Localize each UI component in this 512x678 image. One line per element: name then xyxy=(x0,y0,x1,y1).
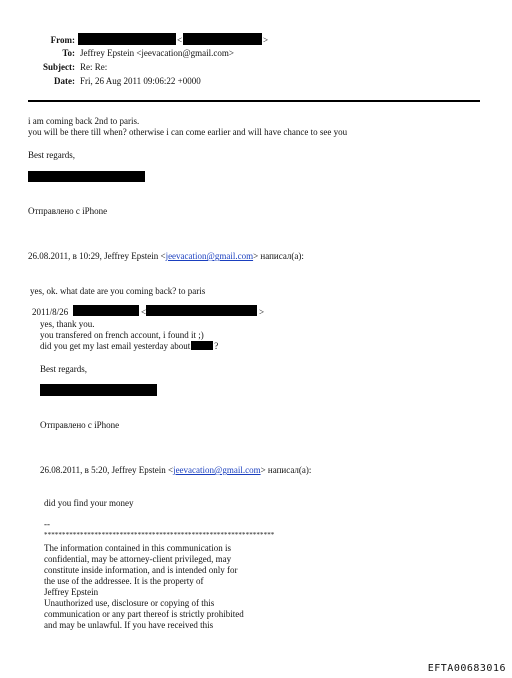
quote2-line3-prefix: did you get my last email yesterday about xyxy=(40,341,191,351)
quote1-email-link[interactable]: jeevacation@gmail.com xyxy=(165,251,254,261)
disclaimer-line: communication or any part thereof is strictly prohibited xyxy=(44,609,244,619)
redacted-quote2-name xyxy=(73,305,139,316)
to-label: To: xyxy=(62,48,75,58)
redacted-signature-1 xyxy=(28,171,145,182)
disclaimer-line: and may be unlawful. If you have received this xyxy=(44,620,214,630)
quote1-attrib-suffix: > написал(а): xyxy=(253,251,304,261)
from-label: From: xyxy=(50,35,75,45)
disclaimer-line: constitute inside information, and is intended only for xyxy=(44,565,238,575)
header-divider xyxy=(28,100,480,102)
quote2-line3-suffix: ? xyxy=(214,341,219,351)
to-value: Jeffrey Epstein <jeevacation@gmail.com> xyxy=(80,48,234,58)
quote2-sent-from: Отправлено с iPhone xyxy=(40,420,120,430)
quote2-line1: yes, thank you. xyxy=(40,319,95,329)
disclaimer-line: The information contained in this communication is xyxy=(44,543,231,553)
quote2-line2: you transfered on french account, i found it ;) xyxy=(40,330,204,340)
subject-label: Subject: xyxy=(43,62,75,72)
quote2-regards: Best regards, xyxy=(40,364,87,374)
date-label: Date: xyxy=(54,76,75,86)
redacted-quote2-email xyxy=(146,305,257,316)
msg1-line1: i am coming back 2nd to paris. xyxy=(28,116,140,126)
quote3-email-link[interactable]: jeevacation@gmail.com xyxy=(173,465,261,475)
quote3-attrib-suffix: > написал(а): xyxy=(260,465,312,475)
date-value: Fri, 26 Aug 2011 09:06:22 +0000 xyxy=(80,76,201,86)
redacted-topic xyxy=(191,341,213,350)
redacted-from-name xyxy=(78,33,176,45)
from-gt: > xyxy=(263,35,269,45)
disclaimer-line: confidential, may be attorney-client privileged, may xyxy=(44,554,232,564)
disclaimer-stars: **************************************************************** xyxy=(44,531,275,539)
signature-dashes: -- xyxy=(44,519,50,529)
msg1-sent-from: Отправлено с iPhone xyxy=(28,206,108,216)
quote3-attribution xyxy=(40,465,311,476)
document-id: EFTA00683016 xyxy=(427,663,506,674)
quote2-lt: < xyxy=(141,307,147,317)
subject-value: Re: Re: xyxy=(80,62,108,72)
quote1-body: yes, ok. what date are you coming back? to paris xyxy=(30,286,206,296)
quote3-body: did you find your money xyxy=(44,498,134,508)
redacted-from-email xyxy=(183,33,262,45)
quote1-attrib-prefix: 26.08.2011, в 10:29, Jeffrey Epstein < xyxy=(28,251,166,261)
quote3-attrib-prefix: 26.08.2011, в 5:20, Jeffrey Epstein < xyxy=(40,465,174,475)
disclaimer-line: Jeffrey Epstein xyxy=(44,587,99,597)
quote2-line3 xyxy=(40,341,218,352)
msg1-line2: you will be there till when? otherwise i can come earlier and will have chance to see you xyxy=(28,127,348,137)
from-lt: < xyxy=(177,35,183,45)
quote1-attribution xyxy=(28,251,304,262)
quote2-date: 2011/8/26 xyxy=(32,307,69,317)
redacted-signature-2 xyxy=(40,384,157,396)
disclaimer-line: the use of the addressee. It is the property of xyxy=(44,576,204,586)
disclaimer-line: Unauthorized use, disclosure or copying of this xyxy=(44,598,215,608)
quote2-gt: > xyxy=(259,307,265,317)
msg1-regards: Best regards, xyxy=(28,150,75,160)
